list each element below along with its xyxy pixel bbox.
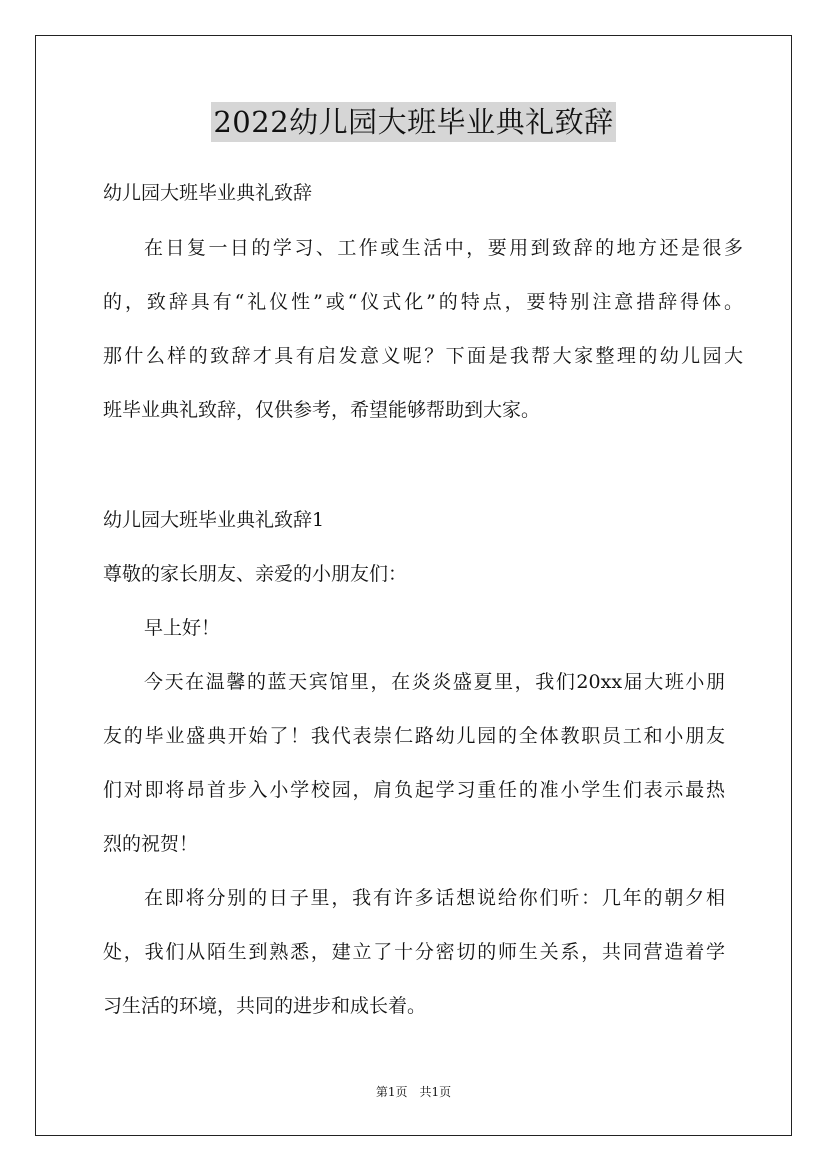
intro-line: 在日复一日的学习、工作或生活中，要用到致辞的地方还是很多: [144, 237, 743, 259]
paragraph-line: 友的毕业盛典开始了！我代表崇仁路幼儿园的全体教职员工和小朋友: [103, 725, 725, 747]
paragraph-line: 们对即将昂首步入小学校园，肩负起学习重任的准小学生们表示最热: [103, 779, 725, 801]
intro-line: 班毕业典礼致辞，仅供参考，希望能够帮助到大家。: [103, 399, 541, 421]
intro-line: 那什么样的致辞才具有启发意义呢？下面是我帮大家整理的幼儿园大: [103, 345, 743, 367]
page-number: 第1页: [375, 1085, 408, 1099]
section-heading: 幼儿园大班毕业典礼致辞1: [103, 509, 325, 531]
page-footer: [0, 1084, 827, 1100]
document-subtitle: 幼儿园大班毕业典礼致辞: [103, 182, 313, 204]
paragraph-line: 处，我们从陌生到熟悉，建立了十分密切的师生关系，共同营造着学: [103, 941, 725, 963]
paragraph-line: 习生活的环境，共同的进步和成长着。: [103, 995, 427, 1017]
paragraph-line: 今天在温馨的蓝天宾馆里，在炎炎盛夏里，我们20xx届大班小朋: [144, 671, 725, 693]
greeting: 早上好！: [144, 617, 221, 639]
page-total: 共1页: [419, 1085, 452, 1099]
paragraph-line: 在即将分别的日子里，我有许多话想说给你们听：几年的朝夕相: [144, 887, 725, 909]
intro-line: 的，致辞具有“礼仪性”或“仪式化”的特点，要特别注意措辞得体。: [103, 291, 743, 313]
salutation: 尊敬的家长朋友、亲爱的小朋友们：: [103, 563, 408, 585]
document-title: 2022幼儿园大班毕业典礼致辞: [211, 102, 615, 142]
title-container: [0, 102, 827, 142]
paragraph-line: 烈的祝贺！: [103, 833, 199, 855]
